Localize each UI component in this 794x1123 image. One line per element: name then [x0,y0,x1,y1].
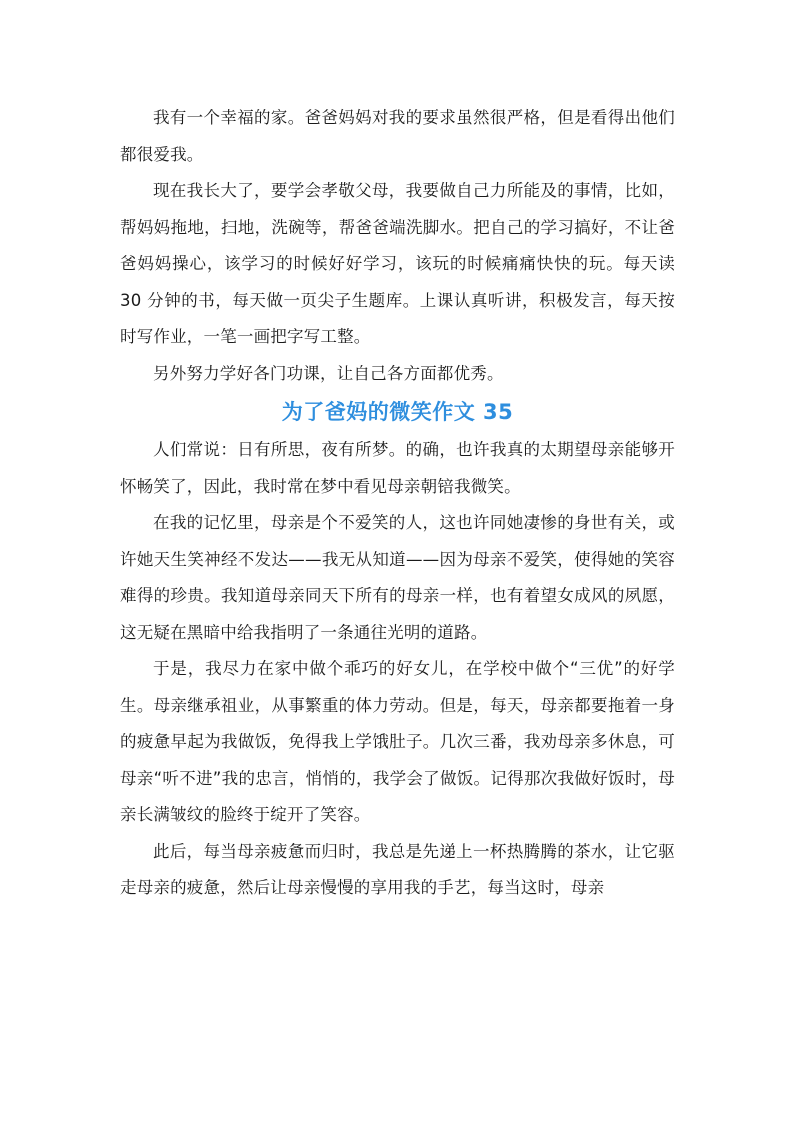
paragraph: 在我的记忆里，母亲是个不爱笑的人，这也许同她凄惨的身世有关，或许她天生笑神经不发达——我无从知道——因为母亲不爱笑，使得她的笑容难得的珍贵。我知道母亲同天下所有的母亲一样，也有着望女成风的夙愿，这无疑在黑暗中给我指明了一条通往光明的道路。 [120,513,675,642]
paragraph: 人们常说：日有所思，夜有所梦。的确，也许我真的太期望母亲能够开怀畅笑了，因此，我时常在梦中看见母亲朝锫我微笑。 [120,440,675,496]
paragraph: 另外努力学好各门功课，让自己各方面都优秀。 [153,363,504,383]
paragraph: 于是，我尽力在家中做个乖巧的好女儿，在学校中做个“三优”的好学生。母亲继承祖业，从事繁重的体力劳动。但是，每天，母亲都要拖着一身的疲惫早起为我做饭，免得我上学饿肚子。几次三番，我劝母亲多休息，可母亲“听不进”我的忠言，悄悄的，我学会了做饭。记得那次我做好饭时，母亲长满皱纹的脸终于绽开了笑容。 [120,659,675,824]
paragraph: 此后，每当母亲疲惫而归时，我总是先递上一杯热腾腾的茶水，让它驱走母亲的疲惫，然后让母亲慢慢的享用我的手艺，每当这时，母亲 [120,841,675,897]
paragraph: 我有一个幸福的家。爸爸妈妈对我的要求虽然很严格，但是看得出他们都很爱我。 [120,108,675,164]
essay-title: 为了爸妈的微笑作文 35 [281,400,514,424]
document-page [120,100,675,907]
paragraph: 现在我长大了，要学会孝敬父母，我要做自己力所能及的事情，比如，帮妈妈拖地，扫地，洗碗等，帮爸爸端洗脚水。把自己的学习搞好，不让爸爸妈妈操心，该学习的时候好好学习，该玩的时候痛痛快快的玩。每天读 30 分钟的书，每天做一页尖子生题库。上课认真听讲，积极发言，每天按时写作业，一笔一画把字写工整。 [120,181,675,346]
